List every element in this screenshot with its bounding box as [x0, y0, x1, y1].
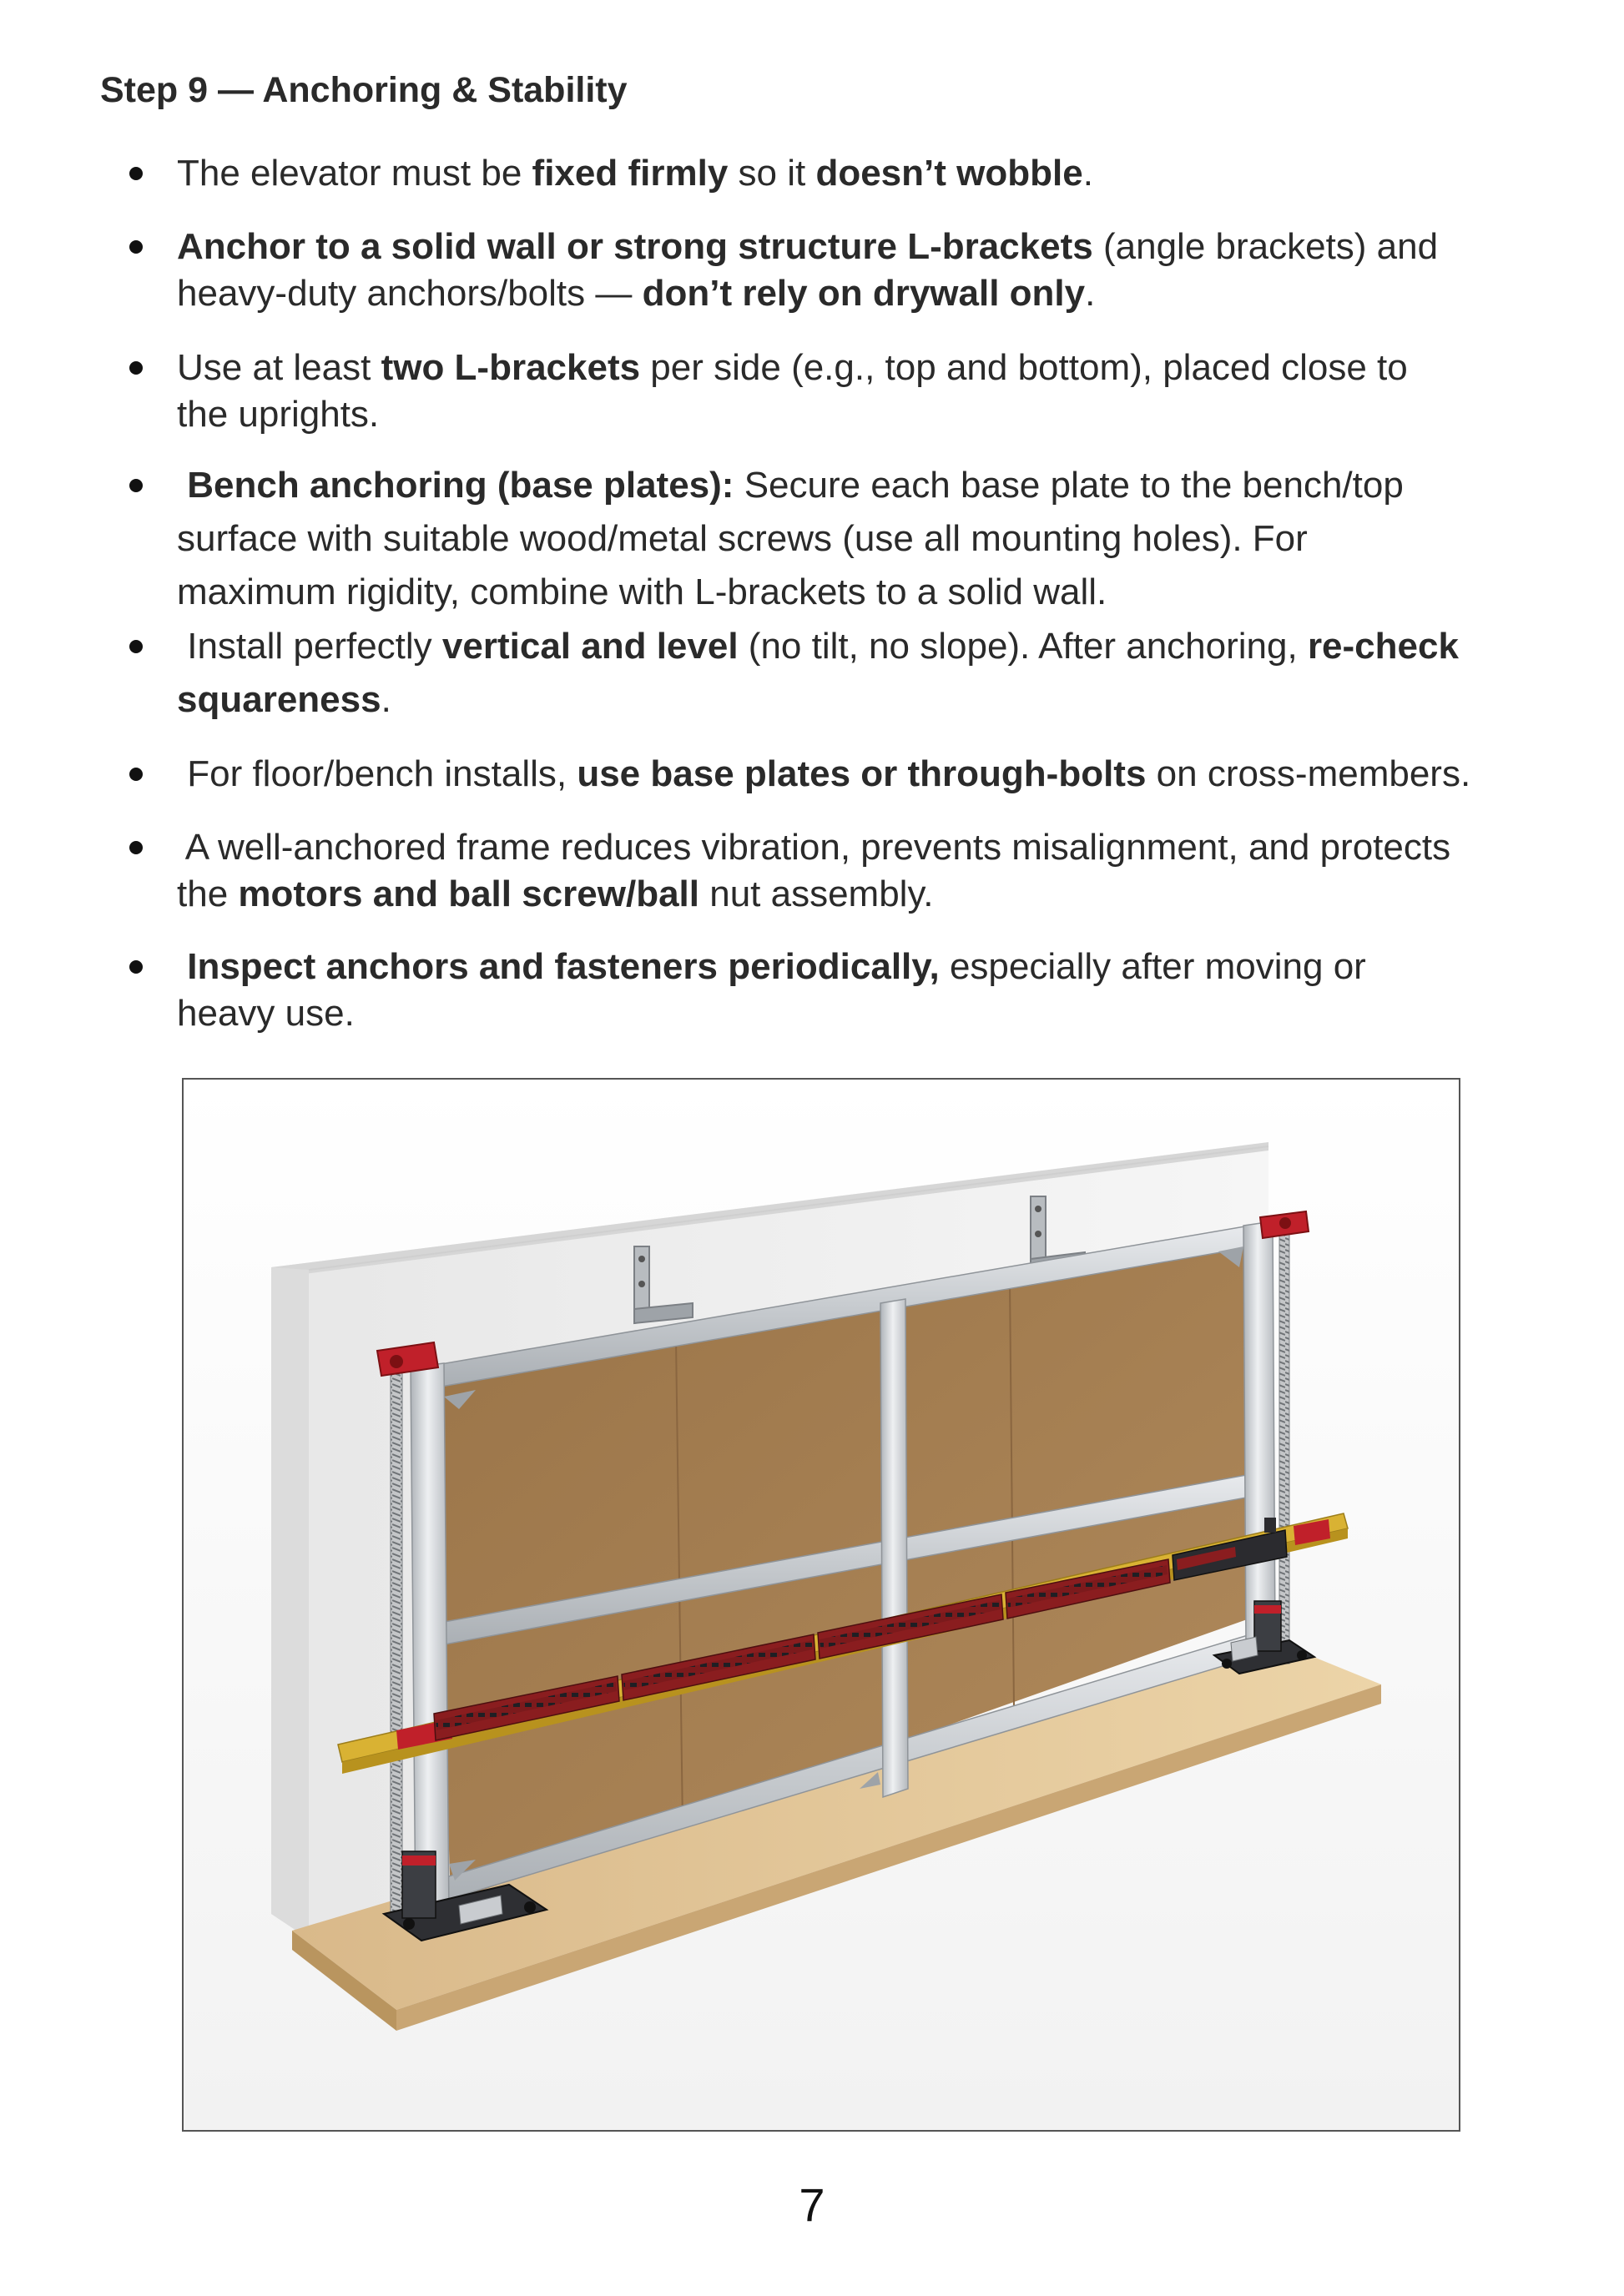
bullet-line — [177, 224, 1546, 270]
page-heading: Step 9 — Anchoring & Stability — [100, 70, 628, 110]
text-run: (no tilt, no slope). After anchoring, — [738, 626, 1308, 667]
text-run: The elevator must be — [177, 153, 532, 194]
bullet-text — [177, 459, 1546, 619]
bullet-line — [177, 620, 1546, 673]
bullet-line — [177, 990, 1546, 1037]
text-run: . — [1082, 153, 1093, 194]
bullet-line — [177, 673, 1546, 727]
bullet-dot-icon — [129, 240, 143, 254]
bullet-line — [177, 150, 1546, 197]
elevator-illustration — [184, 1080, 1459, 2130]
bold-run: doesn’t wobble — [815, 153, 1083, 194]
bullet-line — [177, 566, 1546, 619]
bullet-line — [177, 751, 1546, 798]
text-run: especially after moving or — [939, 946, 1366, 987]
bullet-text — [177, 345, 1546, 438]
bullet-line — [177, 391, 1546, 438]
text-run: surface with suitable wood/metal screws (use all mounting holes). For — [177, 518, 1308, 559]
bold-run: use base plates or through-bolts — [577, 753, 1147, 794]
text-run: heavy-duty anchors/bolts — — [177, 273, 643, 314]
bold-run: Inspect anchors and fasteners periodically, — [177, 946, 940, 987]
text-run: (angle brackets) and — [1092, 226, 1439, 267]
lead-screw-right — [1279, 1221, 1289, 1664]
bold-run: fixed firmly — [532, 153, 729, 194]
bullet-dot-icon — [129, 361, 143, 375]
text-run: Install perfectly — [177, 626, 442, 667]
bullet-text — [177, 150, 1546, 197]
bullet-dot-icon — [129, 479, 143, 492]
bullet-dot-icon — [129, 167, 143, 180]
bullet-text — [177, 751, 1546, 798]
bullet-line — [177, 512, 1546, 566]
text-run: For floor/bench installs, — [177, 753, 577, 794]
bold-run: re-check — [1307, 626, 1459, 667]
text-run: Secure each base plate to the bench/top — [734, 465, 1404, 506]
text-run: A well-anchored frame reduces vibration, prevents misalignment, and protects — [177, 827, 1451, 868]
bold-run: vertical and level — [441, 626, 739, 667]
text-run: nut assembly. — [699, 874, 934, 914]
text-run: so it — [728, 153, 816, 194]
text-run: on cross-members. — [1146, 753, 1471, 794]
bold-run: two L-brackets — [381, 347, 641, 388]
bullet-dot-icon — [129, 768, 143, 781]
bullet-text — [177, 620, 1546, 727]
bold-run: Anchor to a solid wall or strong structure L-brackets — [177, 226, 1093, 267]
bullet-dot-icon — [129, 960, 143, 974]
text-run: heavy use. — [177, 993, 355, 1034]
bullet-line — [177, 270, 1546, 317]
text-run: . — [1085, 273, 1096, 314]
page-number: 7 — [799, 2178, 825, 2231]
text-run: the uprights. — [177, 394, 380, 435]
text-run: per side (e.g., top and bottom), placed close to — [640, 347, 1408, 388]
bullet-line — [177, 944, 1546, 990]
text-run: Use at least — [177, 347, 381, 388]
bullet-text — [177, 224, 1546, 317]
bullet-line — [177, 345, 1546, 391]
bullet-text — [177, 944, 1546, 1037]
bullet-line — [177, 459, 1546, 512]
bullet-dot-icon — [129, 841, 143, 854]
lead-screw-left — [391, 1363, 402, 1914]
bullet-line — [177, 871, 1546, 918]
text-run: maximum rigidity, combine with L-brackets to a solid wall. — [177, 571, 1107, 612]
figure-frame — [182, 1078, 1460, 2132]
bold-run: Bench anchoring (base plates): — [177, 465, 734, 506]
bold-run: don’t rely on drywall only — [642, 273, 1086, 314]
bullet-line — [177, 824, 1546, 871]
bold-run: squareness — [177, 679, 381, 720]
bold-run: motors and ball screw/ball — [238, 874, 699, 914]
text-run: the — [177, 874, 239, 914]
bullet-dot-icon — [129, 640, 143, 653]
bullet-text — [177, 824, 1546, 918]
text-run: . — [381, 679, 391, 720]
